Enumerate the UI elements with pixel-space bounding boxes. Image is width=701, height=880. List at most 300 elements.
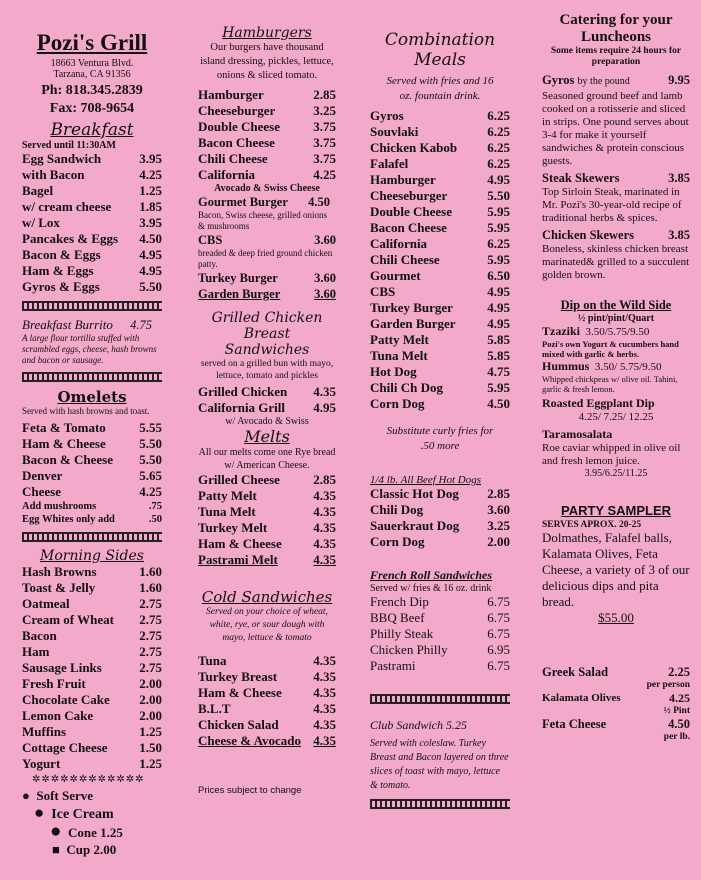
garden-burger-row: Garden Burger 3.60 bbox=[198, 287, 336, 301]
menu-item bbox=[370, 658, 510, 674]
restaurant-title: Pozi's Grill bbox=[36, 30, 148, 55]
item-name: Toast & Jelly bbox=[22, 580, 96, 595]
item-price: 4.35 bbox=[313, 536, 336, 551]
item-price: 4.35 bbox=[313, 717, 336, 732]
item-name: Sauerkraut Dog bbox=[370, 518, 460, 533]
hamburgers-desc: Our burgers have thousand island dressing, pickles, lettuce, onions & sliced tomato. bbox=[200, 42, 334, 81]
french-list bbox=[370, 594, 510, 674]
menu-item bbox=[22, 452, 162, 468]
hotdogs-list bbox=[370, 486, 510, 550]
item-price: 5.85 bbox=[487, 332, 510, 347]
dot-icon: ● bbox=[50, 821, 62, 842]
item-name: California bbox=[198, 167, 256, 182]
item-name: Gourmet bbox=[370, 268, 421, 283]
burrito-desc: A large flour tortilla stuffed with scrambled eggs, cheese, hash browns and bacon or sausage. bbox=[22, 333, 157, 365]
item-name: Philly Steak bbox=[370, 626, 434, 641]
menu-item bbox=[198, 685, 336, 701]
item-name: Bacon Cheese bbox=[370, 220, 447, 235]
menu-item bbox=[198, 488, 336, 504]
item-price: 5.85 bbox=[487, 348, 510, 363]
hamburgers-heading: Hamburgers bbox=[222, 25, 312, 41]
dot-icon: ● bbox=[34, 803, 45, 822]
item-price: 2.75 bbox=[139, 644, 162, 659]
item-price: 4.35 bbox=[313, 669, 336, 684]
olives-row: Kalamata Olives 4.25 bbox=[542, 691, 690, 705]
menu-item bbox=[370, 518, 510, 534]
item-name: Ham bbox=[22, 644, 50, 659]
menu-item bbox=[370, 204, 510, 220]
sides-list bbox=[22, 564, 162, 772]
hummus-desc: Whipped chickpeas w/ olive oil. Tahini, garlic & fresh lemon. bbox=[542, 374, 678, 394]
menu-item bbox=[22, 676, 162, 692]
item-price: .50 bbox=[148, 514, 162, 525]
menu-item bbox=[22, 628, 162, 644]
hummus-row: Hummus 3.50/ 5.75/9.50 bbox=[542, 359, 662, 373]
item-price: 4.25 bbox=[313, 167, 336, 182]
item-name: Cheese & Avocado bbox=[198, 733, 302, 748]
item-price: 1.50 bbox=[139, 740, 162, 755]
item-price: 4.35 bbox=[313, 685, 336, 700]
item-price: 2.75 bbox=[139, 628, 162, 643]
combo-heading: Combination bbox=[384, 30, 496, 50]
item-price: 4.95 bbox=[313, 400, 336, 415]
item-name: Grilled Chicken bbox=[198, 384, 288, 399]
item-name: Tuna Melt bbox=[370, 348, 428, 363]
item-price: 3.75 bbox=[313, 119, 336, 134]
burrito-row: Breakfast Burrito 4.75 bbox=[22, 317, 152, 332]
item-price: 3.25 bbox=[487, 518, 510, 533]
item-price: 6.75 bbox=[487, 626, 510, 641]
item-name: California bbox=[370, 236, 428, 251]
item-name: French Dip bbox=[370, 594, 429, 609]
menu-item bbox=[370, 188, 510, 204]
item-price: 4.35 bbox=[313, 504, 336, 519]
menu-item bbox=[198, 103, 336, 119]
column-catering bbox=[542, 0, 690, 742]
menu-item bbox=[370, 364, 510, 380]
omelets-note: Served with hash browns and toast. bbox=[22, 406, 150, 416]
item-price: 5.55 bbox=[139, 420, 162, 435]
item-name: Pastrami bbox=[370, 658, 416, 673]
french-heading: French Roll Sandwiches bbox=[370, 568, 493, 582]
prices-note: Prices subject to change bbox=[198, 785, 302, 796]
menu-item bbox=[370, 348, 510, 364]
item-price: 3.95 bbox=[139, 215, 162, 230]
item-price: 2.00 bbox=[139, 676, 162, 691]
menu-item bbox=[370, 236, 510, 252]
combo-list bbox=[370, 108, 510, 412]
item-name: Cream of Wheat bbox=[22, 612, 114, 627]
menu-item bbox=[22, 724, 162, 740]
item-name: BBQ Beef bbox=[370, 610, 425, 625]
party-serves: SERVES APROX. 20-25 bbox=[542, 520, 642, 530]
column-combos bbox=[370, 0, 510, 815]
item-name: Ham & Cheese bbox=[22, 436, 106, 451]
item-name: Hot Dog bbox=[370, 364, 417, 379]
menu-item bbox=[198, 552, 336, 568]
menu-item bbox=[22, 231, 162, 247]
menu-item bbox=[370, 486, 510, 502]
greek-unit: per person bbox=[646, 680, 690, 690]
item-price: 2.00 bbox=[139, 692, 162, 707]
item-price: 5.50 bbox=[487, 188, 510, 203]
eggplant-name: Roasted Eggplant Dip bbox=[542, 396, 655, 410]
menu-item bbox=[370, 156, 510, 172]
omelets-list bbox=[22, 420, 162, 500]
tzatziki-desc: Pozi's own Yogurt & cucumbers hand mixed with garlic & herbs. bbox=[542, 339, 679, 359]
menu-item bbox=[198, 384, 336, 400]
item-name: Chili Ch Dog bbox=[370, 380, 443, 395]
gourmet-desc: Bacon, Swiss cheese, grilled onions & mushrooms bbox=[198, 210, 327, 231]
item-name: Cheese bbox=[22, 484, 61, 499]
item-name: Chicken Salad bbox=[198, 717, 279, 732]
column-sandwiches bbox=[198, 0, 336, 796]
item-price: 1.25 bbox=[139, 183, 162, 198]
dips-sizes: ½ pint/pint/Quart bbox=[577, 313, 655, 324]
french-desc: Served w/ fries & 16 oz. drink bbox=[370, 583, 492, 594]
item-name: Gyros & Eggs bbox=[22, 279, 100, 294]
menu-item bbox=[370, 380, 510, 396]
item-price: 2.75 bbox=[139, 596, 162, 611]
menu-item bbox=[370, 594, 510, 610]
item-name: Tuna Melt bbox=[198, 504, 256, 519]
greek-salad-row: Greek Salad 2.25 bbox=[542, 665, 690, 679]
catering-heading: Catering for your bbox=[559, 12, 673, 28]
cold-heading: Cold Sandwiches bbox=[201, 588, 333, 606]
item-name: Hash Browns bbox=[22, 564, 97, 579]
item-price: 4.35 bbox=[313, 552, 336, 567]
item-name: California Grill bbox=[198, 400, 286, 415]
taramo-price: 3.95/6.25/11.25 bbox=[584, 468, 648, 479]
menu-item bbox=[370, 172, 510, 188]
item-name: Turkey Melt bbox=[198, 520, 268, 535]
item-name: Cheeseburger bbox=[370, 188, 448, 203]
item-name: Add mushrooms bbox=[22, 501, 97, 512]
fax: Fax: 708-9654 bbox=[49, 101, 135, 116]
item-price: 4.35 bbox=[313, 520, 336, 535]
menu-item bbox=[22, 740, 162, 756]
chicken-heading2: Sandwiches bbox=[224, 342, 310, 358]
menu-item bbox=[370, 316, 510, 332]
avocado-note: Avocado & Swiss Cheese bbox=[214, 183, 320, 194]
item-name: Tuna bbox=[198, 653, 227, 668]
menu-item bbox=[22, 215, 162, 231]
item-name: Chicken Philly bbox=[370, 642, 448, 657]
item-price: 5.95 bbox=[487, 252, 510, 267]
steak-row: Steak Skewers 3.85 bbox=[542, 171, 690, 185]
menu-item bbox=[198, 472, 336, 488]
divider bbox=[22, 372, 162, 382]
item-price: 3.25 bbox=[313, 103, 336, 118]
divider bbox=[22, 301, 162, 311]
item-price: 4.35 bbox=[313, 653, 336, 668]
phone: Ph: 818.345.2839 bbox=[41, 83, 143, 98]
item-name: Lemon Cake bbox=[22, 708, 94, 723]
item-price: 6.75 bbox=[487, 658, 510, 673]
item-price: 4.95 bbox=[139, 263, 162, 278]
cold-desc: Served on your choice of wheat, white, rye, or sour dough with mayo, lettuce & tomato bbox=[206, 607, 328, 643]
menu-item bbox=[22, 644, 162, 660]
curly-note: Substitute curly fries for .50 more bbox=[386, 425, 494, 452]
chicken-skewers-desc: Boneless, skinless chicken breast marinated& grilled to a succulent golden brown. bbox=[542, 243, 690, 281]
menu-item bbox=[198, 733, 336, 749]
menu-item bbox=[198, 653, 336, 669]
item-name: Bacon bbox=[22, 628, 57, 643]
item-price: 6.95 bbox=[487, 642, 510, 657]
item-name: Patty Melt bbox=[198, 488, 257, 503]
taramo-desc: Roe caviar whipped in olive oil and fresh lemon juice. bbox=[542, 442, 681, 467]
menu-item bbox=[198, 167, 336, 183]
item-name: Denver bbox=[22, 468, 63, 483]
olives-unit: ½ Pint bbox=[663, 706, 690, 716]
menu-item bbox=[370, 252, 510, 268]
item-price: 4.95 bbox=[487, 300, 510, 315]
item-price: 6.50 bbox=[487, 268, 510, 283]
item-price: 5.50 bbox=[139, 436, 162, 451]
item-name: Ham & Eggs bbox=[22, 263, 94, 278]
column-breakfast bbox=[22, 0, 162, 858]
item-name: Bacon & Eggs bbox=[22, 247, 101, 262]
stars-divider: ✲✲✲✲✲✲✲✲✲✲✲✲ bbox=[32, 774, 145, 785]
item-name: Egg Sandwich bbox=[22, 151, 102, 166]
item-name: CBS bbox=[370, 284, 396, 299]
menu-item bbox=[22, 151, 162, 167]
chicken-desc: served on a grilled bun with mayo, lettuce, tomato and pickles bbox=[200, 359, 334, 381]
melts-heading: Melts bbox=[244, 427, 290, 446]
menu-item bbox=[22, 247, 162, 263]
menu-item bbox=[22, 756, 162, 772]
item-price: 1.25 bbox=[139, 724, 162, 739]
party-desc: Dolmathes, Falafel balls, Kalamata Olives, Feta Cheese, a variety of 3 of our delicious dips and pita bread. bbox=[542, 530, 690, 609]
club-heading: Club Sandwich 5.25 bbox=[370, 718, 468, 732]
item-name: Cheeseburger bbox=[198, 103, 276, 118]
item-price: 4.35 bbox=[313, 733, 336, 748]
item-name: Oatmeal bbox=[22, 596, 70, 611]
combo-heading2: Meals bbox=[414, 50, 466, 70]
item-name: Double Cheese bbox=[198, 119, 280, 134]
melts-desc: All our melts come one Rye bread w/ American Cheese. bbox=[198, 447, 336, 471]
menu-item bbox=[22, 692, 162, 708]
item-name: Pancakes & Eggs bbox=[22, 231, 119, 246]
menu-item bbox=[370, 626, 510, 642]
menu-item bbox=[198, 504, 336, 520]
turkey-burger-row: Turkey Burger 3.60 bbox=[198, 271, 336, 285]
menu-item bbox=[22, 183, 162, 199]
menu-item bbox=[22, 580, 162, 596]
item-name: Bacon Cheese bbox=[198, 135, 275, 150]
item-name: Chocolate Cake bbox=[22, 692, 110, 707]
menu-item bbox=[22, 436, 162, 452]
omelets-extras bbox=[22, 500, 162, 526]
item-price: 1.60 bbox=[139, 580, 162, 595]
item-price: 3.95 bbox=[139, 151, 162, 166]
feta-unit: per lb. bbox=[663, 732, 690, 742]
item-name: Bagel bbox=[22, 183, 54, 198]
menu-item bbox=[370, 220, 510, 236]
menu-item bbox=[22, 596, 162, 612]
dot-icon: ● bbox=[22, 788, 30, 803]
item-price: 1.25 bbox=[139, 756, 162, 771]
breakfast-list bbox=[22, 151, 162, 295]
item-name: Cottage Cheese bbox=[22, 740, 108, 755]
menu-item bbox=[198, 400, 336, 416]
menu-item bbox=[22, 708, 162, 724]
party-heading: PARTY SAMPLER bbox=[560, 503, 672, 518]
item-price: 4.75 bbox=[487, 364, 510, 379]
breakfast-heading: Breakfast bbox=[50, 120, 134, 140]
steak-desc: Top Sirloin Steak, marinated in Mr. Pozi's 30-year-old recipe of traditional herbs & spices. bbox=[542, 186, 682, 224]
item-name: with Bacon bbox=[22, 167, 85, 182]
divider bbox=[22, 532, 162, 542]
hotdogs-heading: 1/4 lb. All Beef Hot Dogs bbox=[370, 474, 482, 486]
gourmet-row: Gourmet Burger 4.50 bbox=[198, 195, 330, 209]
item-name: Fresh Fruit bbox=[22, 676, 86, 691]
item-price: 4.35 bbox=[313, 701, 336, 716]
menu-item bbox=[370, 396, 510, 412]
menu-item bbox=[370, 124, 510, 140]
menu-item bbox=[22, 564, 162, 580]
item-price: 4.25 bbox=[139, 484, 162, 499]
item-name: Hamburger bbox=[370, 172, 436, 187]
menu-item bbox=[22, 500, 162, 513]
item-name: Pastrami Melt bbox=[198, 552, 278, 567]
menu-item bbox=[370, 284, 510, 300]
item-price: 3.75 bbox=[313, 135, 336, 150]
menu-item bbox=[198, 520, 336, 536]
menu-item bbox=[198, 119, 336, 135]
item-name: Double Cheese bbox=[370, 204, 452, 219]
item-name: Patty Melt bbox=[370, 332, 429, 347]
menu-item bbox=[22, 263, 162, 279]
item-price: 6.25 bbox=[487, 156, 510, 171]
omelets-heading: Omelets bbox=[57, 388, 127, 406]
cold-list bbox=[198, 653, 336, 749]
item-name: Garden Burger bbox=[370, 316, 456, 331]
item-price: 1.85 bbox=[139, 199, 162, 214]
item-price: 4.50 bbox=[139, 231, 162, 246]
item-price: 5.50 bbox=[139, 279, 162, 294]
item-name: Corn Dog bbox=[370, 534, 425, 549]
item-price: 5.95 bbox=[487, 380, 510, 395]
item-name: w/ cream cheese bbox=[22, 199, 112, 214]
cbs-desc: breaded & deep fried ground chicken patty. bbox=[198, 248, 333, 269]
cbs-row: CBS 3.60 bbox=[198, 233, 336, 247]
item-price: 2.85 bbox=[313, 472, 336, 487]
menu-item bbox=[22, 468, 162, 484]
item-price: 5.95 bbox=[487, 204, 510, 219]
item-price: 2.75 bbox=[139, 612, 162, 627]
address-line2: Tarzana, CA 91356 bbox=[53, 69, 131, 80]
menu-item bbox=[198, 536, 336, 552]
menu-item bbox=[370, 140, 510, 156]
item-price: 2.00 bbox=[487, 534, 510, 549]
chicken-heading: Grilled Chicken Breast bbox=[211, 310, 323, 342]
item-price: 6.75 bbox=[487, 610, 510, 625]
menu-item bbox=[198, 669, 336, 685]
item-name: Ham & Cheese bbox=[198, 536, 282, 551]
feta-row: Feta Cheese 4.50 bbox=[542, 717, 690, 731]
dips-heading: Dip on the Wild Side bbox=[560, 298, 672, 312]
item-price: 5.95 bbox=[487, 220, 510, 235]
item-name: Yogurt bbox=[22, 756, 61, 771]
menu-item bbox=[22, 199, 162, 215]
item-price: 5.65 bbox=[139, 468, 162, 483]
item-name: Turkey Breast bbox=[198, 669, 278, 684]
item-price: 4.95 bbox=[487, 316, 510, 331]
menu-item bbox=[370, 300, 510, 316]
menu-item bbox=[370, 610, 510, 626]
eggplant-price: 4.25/ 7.25/ 12.25 bbox=[578, 411, 654, 423]
menu-item bbox=[198, 701, 336, 717]
combo-desc: Served with fries and 16 oz. fountain drink. bbox=[386, 75, 494, 102]
item-name: Turkey Burger bbox=[370, 300, 453, 315]
taramo-name: Taramosalata bbox=[542, 427, 613, 441]
menu-item bbox=[22, 167, 162, 183]
item-name: Souvlaki bbox=[370, 124, 419, 139]
item-name: Muffins bbox=[22, 724, 67, 739]
menu-item bbox=[22, 612, 162, 628]
item-price: 6.25 bbox=[487, 236, 510, 251]
soft-serve: ● Soft Serve ● Ice Cream ● Cone 1.25 ■ Cup 2.00 bbox=[22, 788, 123, 857]
item-price: 4.95 bbox=[487, 172, 510, 187]
menu-item bbox=[198, 135, 336, 151]
item-price: 4.95 bbox=[487, 284, 510, 299]
menu-item bbox=[198, 151, 336, 167]
item-price: 6.75 bbox=[487, 594, 510, 609]
item-name: Classic Hot Dog bbox=[370, 486, 459, 501]
item-name: Falafel bbox=[370, 156, 409, 171]
item-price: 5.50 bbox=[139, 452, 162, 467]
item-price: 2.00 bbox=[139, 708, 162, 723]
chicken-list bbox=[198, 384, 336, 416]
item-price: 3.75 bbox=[313, 151, 336, 166]
item-name: Corn Dog bbox=[370, 396, 425, 411]
item-price: 6.25 bbox=[487, 140, 510, 155]
menu-item bbox=[198, 87, 336, 103]
menu-item bbox=[370, 642, 510, 658]
divider bbox=[370, 694, 510, 704]
item-name: Chili Cheese bbox=[370, 252, 440, 267]
menu-item bbox=[198, 717, 336, 733]
item-name: Gyros bbox=[370, 108, 404, 123]
square-icon: ■ bbox=[52, 842, 60, 857]
item-name: Feta & Tomato bbox=[22, 420, 106, 435]
divider bbox=[370, 799, 510, 809]
item-price: 3.60 bbox=[487, 502, 510, 517]
menu-item bbox=[22, 513, 162, 526]
club-desc: Served with coleslaw. Turkey Breast and Bacon layered on three slices of toast with mayo, lettuce & tomato. bbox=[370, 738, 509, 791]
item-price: .75 bbox=[148, 501, 162, 512]
item-price: 4.25 bbox=[139, 167, 162, 182]
item-price: 2.85 bbox=[487, 486, 510, 501]
catering-heading2: Luncheons bbox=[580, 29, 652, 45]
item-name: Hamburger bbox=[198, 87, 264, 102]
menu-item bbox=[22, 484, 162, 500]
melts-list bbox=[198, 472, 336, 568]
menu-item bbox=[370, 502, 510, 518]
gyros-desc: Seasoned ground beef and lamb cooked on a rotisserie and sliced in strips. One pound serves about 3-4 for make it yourself sandwiches & protein conscious guests. bbox=[542, 90, 689, 167]
item-price: 2.75 bbox=[139, 660, 162, 675]
item-name: Sausage Links bbox=[22, 660, 102, 675]
menu-item bbox=[370, 332, 510, 348]
item-name: Ham & Cheese bbox=[198, 685, 282, 700]
tzatziki-row: Tzaziki 3.50/5.75/9.50 bbox=[542, 324, 650, 338]
item-price: 2.85 bbox=[313, 87, 336, 102]
item-name: Egg Whites only add bbox=[22, 514, 115, 525]
item-name: Grilled Cheese bbox=[198, 472, 280, 487]
gyros-row: Gyros by the pound 9.95 bbox=[542, 73, 690, 87]
sides-heading: Morning Sides bbox=[40, 548, 144, 564]
